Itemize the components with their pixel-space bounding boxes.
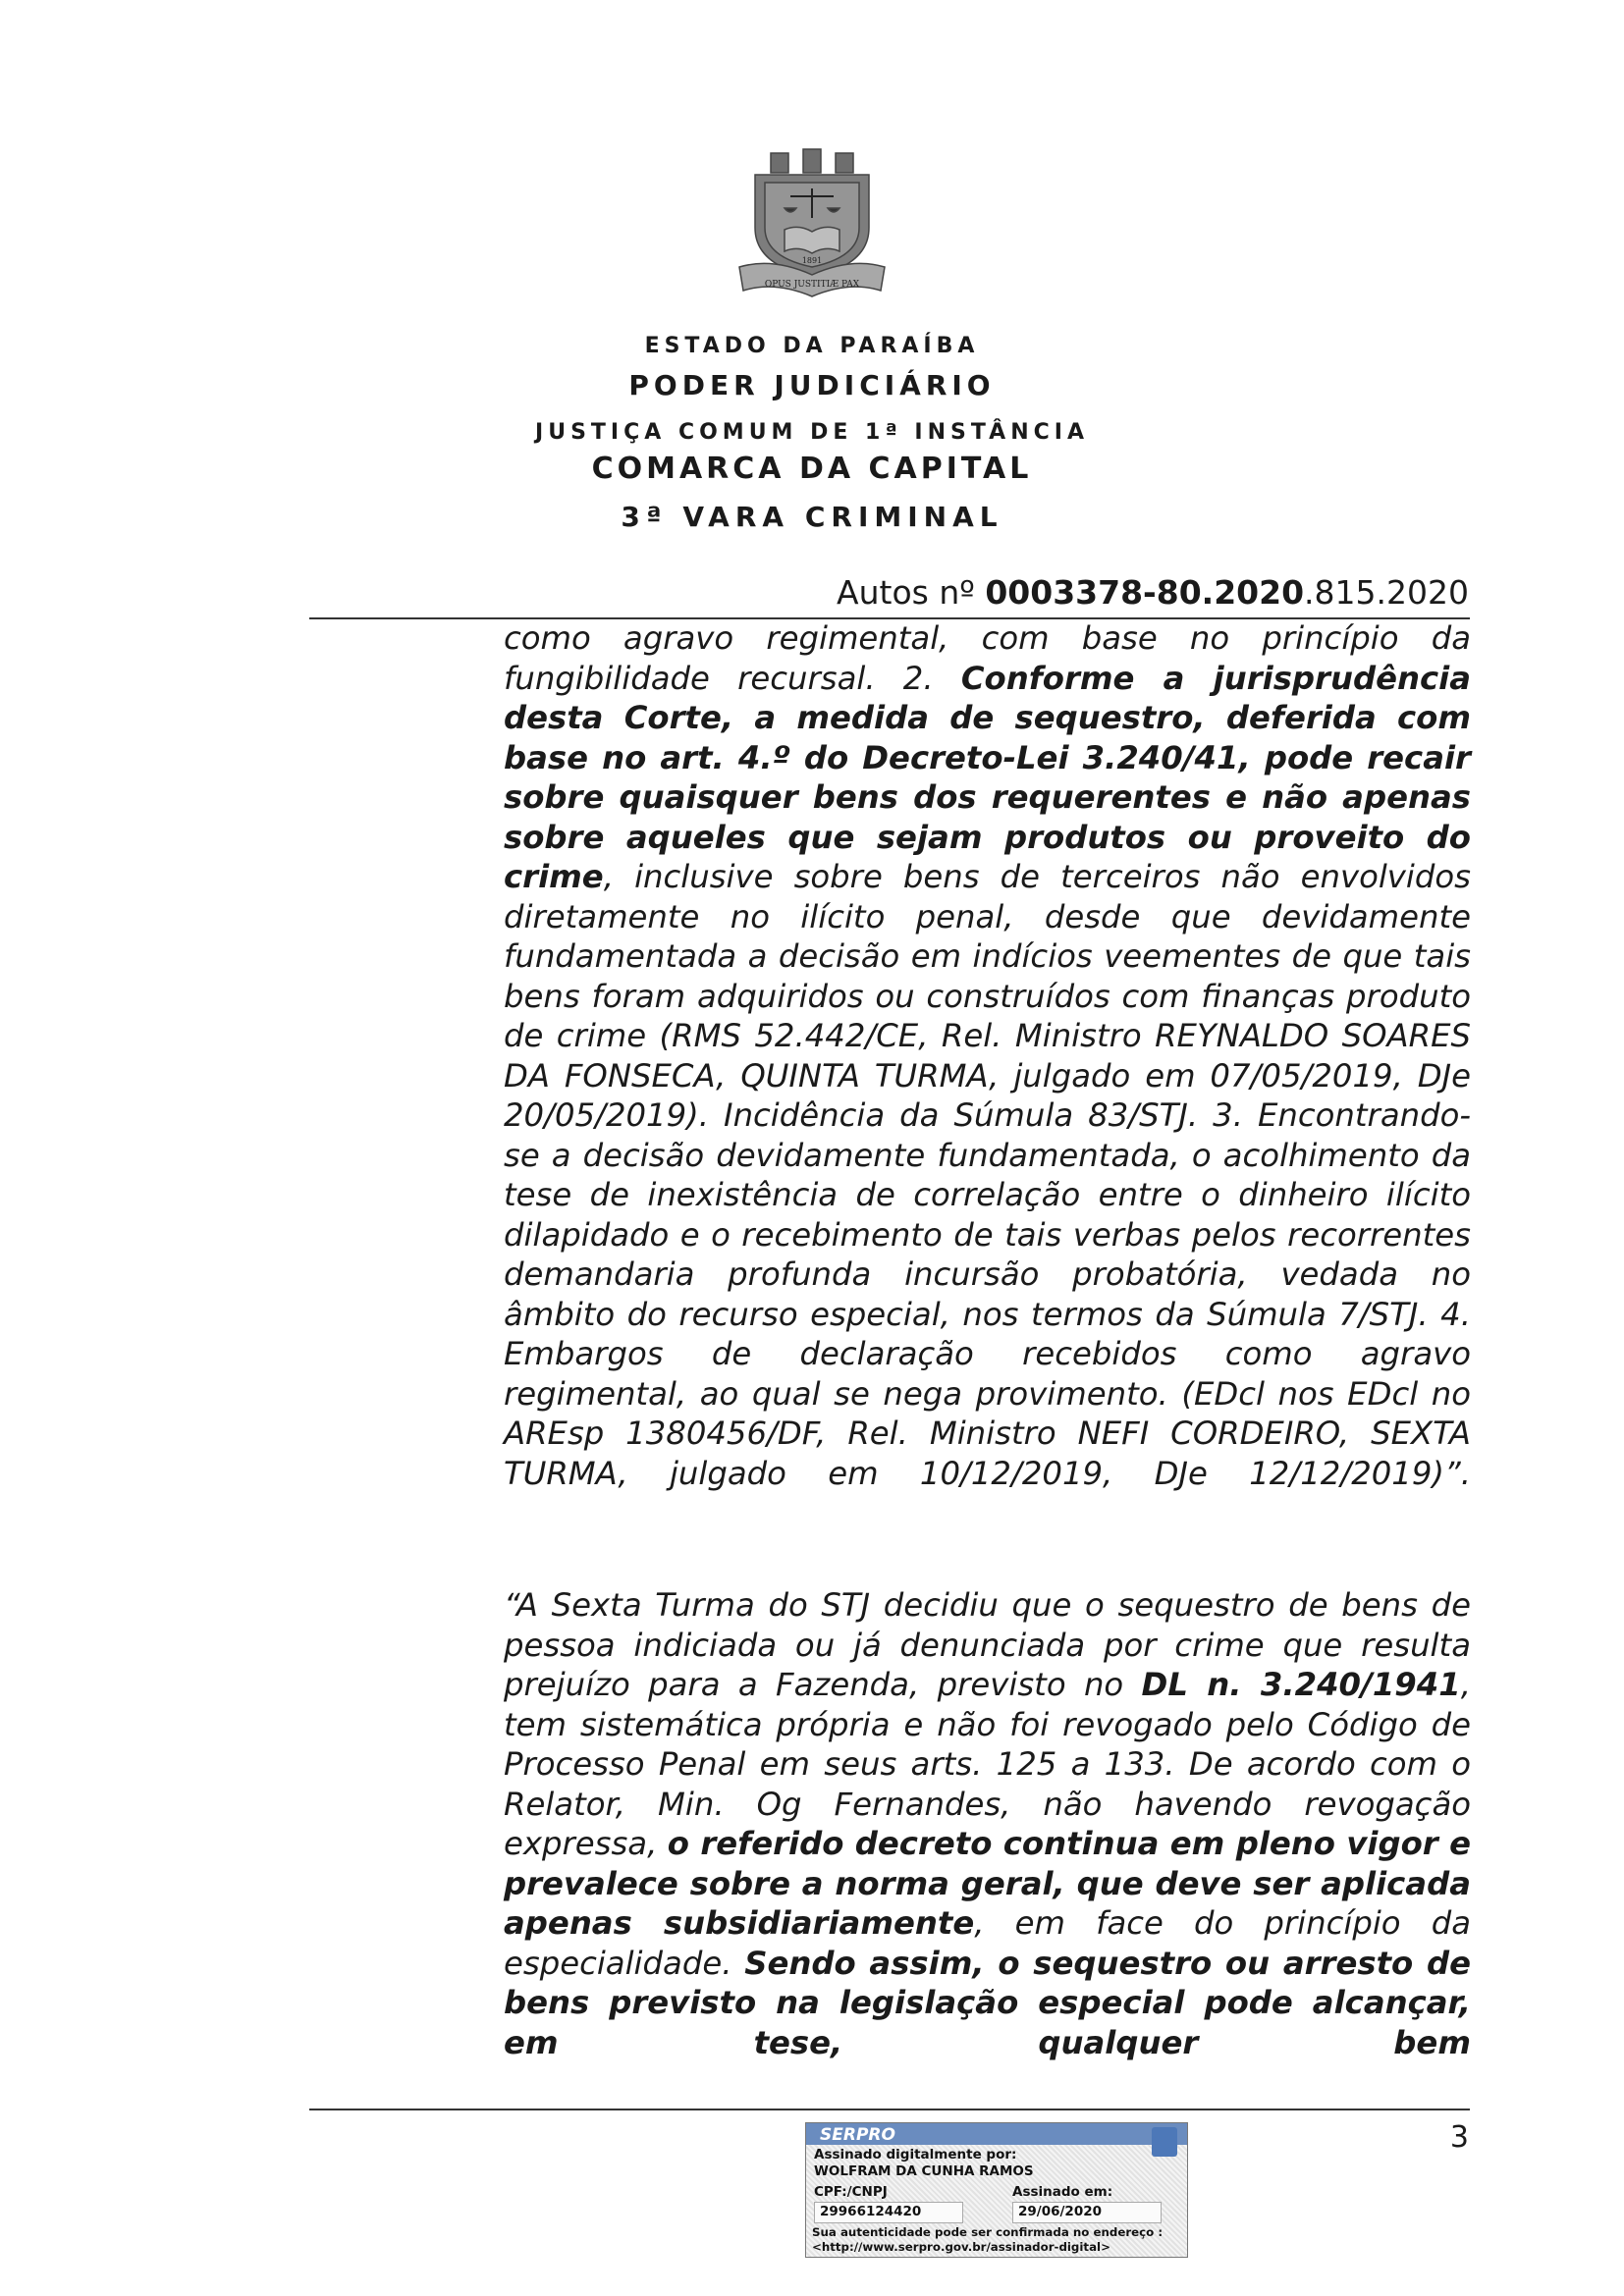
quote-block-1: como agravo regimental, com base no princípio da fungibilidade recursal. 2. Conforme a jurisprudência desta Corte, a medida de sequestro, deferida com base no art. 4.º do Decreto-Lei 3.240/41, pode recair sobre quaisquer bens dos requerentes e não apenas sobre aqueles que sejam produtos ou proveito do crime, inclusive sobre bens de terceiros não envolvidos diretamente no ilícito penal, desde que devidamente fundamentada a decisão em indícios veementes de que tais bens foram adquiridos ou construídos com finanças produto de crime (RMS 52.442/CE, Rel. Ministro REYNALDO SOARES DA FONSECA, QUINTA TURMA, julgado em 07/05/2019, DJe 20/05/2019). Incidência da Súmula 83/STJ. 3. Encontrando-se a decisão devidamente fundamentada, o acolhimento da tese de inexistência de correlação entre o dinheiro ilícito dilapidado e o recebimento de tais verbas pelos recorrentes demandaria profunda incursão probatória, vedada no âmbito do recurso especial, nos termos da Súmula 7/STJ. 4. Embargos de declaração recebidos como agravo regimental, ao qual se nega provimento. (EDcl nos EDcl no AREsp 1380456/DF, Rel. Ministro NEFI CORDEIRO, SEXTA TURMA, julgado em 10/12/2019, DJe 12/12/2019)”. xyxy=(504,619,1471,1492)
serpro-logo: SERPRO xyxy=(820,2125,895,2145)
signer-name: WOLFRAM DA CUNHA RAMOS xyxy=(814,2163,1034,2179)
verification-text: Sua autenticidade pode ser confirmada no endereço : xyxy=(812,2225,1164,2239)
case-number-bold: 0003378-80.2020 xyxy=(985,573,1305,612)
header-district: COMARCA DA CAPITAL xyxy=(591,452,1033,486)
digital-signature-stamp xyxy=(805,2122,1188,2258)
signed-by-label: Assinado digitalmente por: xyxy=(814,2147,1017,2163)
cpf-value: 29966124420 xyxy=(820,2204,922,2219)
certificate-icon xyxy=(1152,2127,1177,2157)
page-number: 3 xyxy=(1449,2120,1469,2155)
footer-divider xyxy=(309,2109,1470,2110)
header-power: PODER JUDICIÁRIO xyxy=(628,369,996,401)
court-coat-of-arms xyxy=(733,147,891,304)
quote-block-2: “A Sexta Turma do STJ decidiu que o sequestro de bens de pessoa indiciada ou já denunciada por crime que resulta prejuízo para a Fazenda, previsto no DL n. 3.240/1941, tem sistemática própria e não foi revogado pelo Código de Processo Penal em seus arts. 125 a 133. De acordo com o Relator, Min. Og Fernandes, não havendo revogação expressa, o referido decreto continua em pleno vigor e prevalece sobre a norma geral, que deve ser aplicada apenas subsidiariamente, em face do princípio da especialidade. Sendo assim, o sequestro ou arresto de bens previsto na legislação especial pode alcançar, em tese, qualquer bem xyxy=(504,1586,1472,2061)
verification-url[interactable]: <http://www.serpro.gov.br/assinador-digital> xyxy=(812,2240,1110,2254)
case-number: Autos nº 0003378-80.2020.815.2020 xyxy=(837,573,1469,612)
header-state: ESTADO DA PARAÍBA xyxy=(644,334,980,358)
header-court: 3ª VARA CRIMINAL xyxy=(621,501,1003,533)
crest-year: 1891 xyxy=(801,256,823,265)
cpf-label: CPF:/CNPJ xyxy=(814,2184,888,2200)
header-jurisdiction: JUSTIÇA COMUM DE 1ª INSTÂNCIA xyxy=(535,420,1089,445)
signed-date-label: Assinado em: xyxy=(1012,2184,1113,2200)
signed-date-value: 29/06/2020 xyxy=(1018,2204,1103,2219)
crest-motto: OPUS JUSTITIÆ PAX xyxy=(764,280,860,290)
